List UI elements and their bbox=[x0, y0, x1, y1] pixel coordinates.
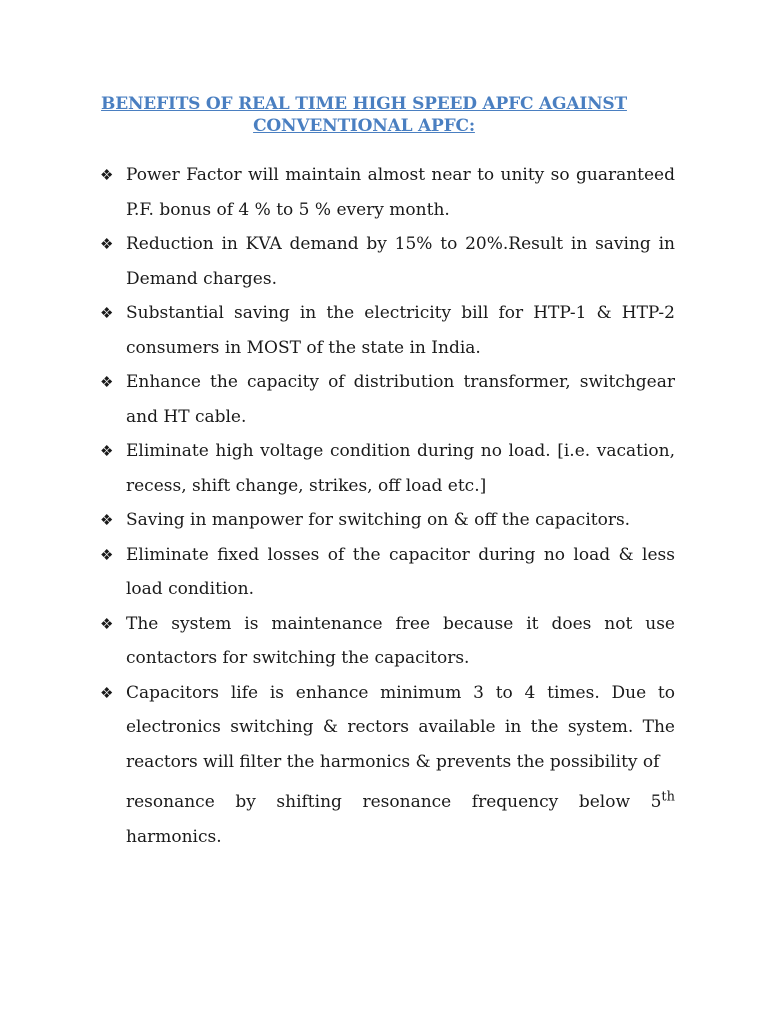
benefits-list bbox=[100, 158, 675, 854]
diamond-bullet-icon: ❖ bbox=[100, 511, 114, 529]
list-item-text: Power Factor will maintain almost near to unity so guaranteed P.F. bonus of 4 % to 5 % every month. bbox=[126, 165, 675, 220]
list-item-text: Substantial saving in the electricity bill for HTP-1 & HTP-2 consumers in MOST of the state in India. bbox=[126, 303, 675, 358]
diamond-bullet-icon: ❖ bbox=[100, 166, 114, 184]
list-item bbox=[100, 296, 675, 365]
final-line-end: harmonics. bbox=[126, 826, 222, 847]
final-line-text: resonance by shifting resonance frequency below 5 bbox=[126, 792, 662, 812]
diamond-bullet-icon: ❖ bbox=[100, 683, 114, 702]
list-item-text: Enhance the capacity of distribution transformer, switchgear and HT cable. bbox=[126, 372, 675, 427]
list-item-text: Saving in manpower for switching on & off the capacitors. bbox=[126, 510, 631, 530]
diamond-bullet-icon: ❖ bbox=[100, 304, 114, 322]
list-item bbox=[100, 538, 675, 607]
document-title bbox=[100, 93, 628, 137]
list-item bbox=[100, 434, 675, 503]
list-item bbox=[100, 676, 675, 855]
list-item-text: Eliminate fixed losses of the capacitor during no load & less load condition. bbox=[126, 544, 675, 599]
list-item-final-line bbox=[126, 785, 675, 854]
list-item bbox=[100, 365, 675, 434]
diamond-bullet-icon: ❖ bbox=[100, 235, 114, 253]
list-item bbox=[100, 503, 675, 538]
diamond-bullet-icon: ❖ bbox=[100, 545, 114, 564]
title-line-2: CONVENTIONAL APFC: bbox=[253, 116, 475, 136]
list-item-text: Capacitors life is enhance minimum 3 to 4 times. Due to electronics switching & rectors available in the system. The reactors will filter the harmonics & prevents the possibility of bbox=[126, 682, 675, 772]
diamond-bullet-icon: ❖ bbox=[100, 373, 114, 391]
ordinal-suffix: th bbox=[661, 789, 675, 805]
list-item bbox=[100, 227, 675, 296]
list-item-text: The system is maintenance free because it does not use contactors for switching the capacitors. bbox=[126, 613, 675, 668]
list-item bbox=[100, 607, 675, 676]
list-item bbox=[100, 158, 675, 227]
title-line-1: BENEFITS OF REAL TIME HIGH SPEED APFC AGAINST bbox=[101, 94, 627, 114]
diamond-bullet-icon: ❖ bbox=[100, 442, 114, 460]
diamond-bullet-icon: ❖ bbox=[100, 614, 114, 633]
list-item-text: Eliminate high voltage condition during no load. [i.e. vacation, recess, shift change, strikes, off load etc.] bbox=[126, 441, 675, 496]
list-item-text: Reduction in KVA demand by 15% to 20%.Result in saving in Demand charges. bbox=[126, 234, 675, 289]
